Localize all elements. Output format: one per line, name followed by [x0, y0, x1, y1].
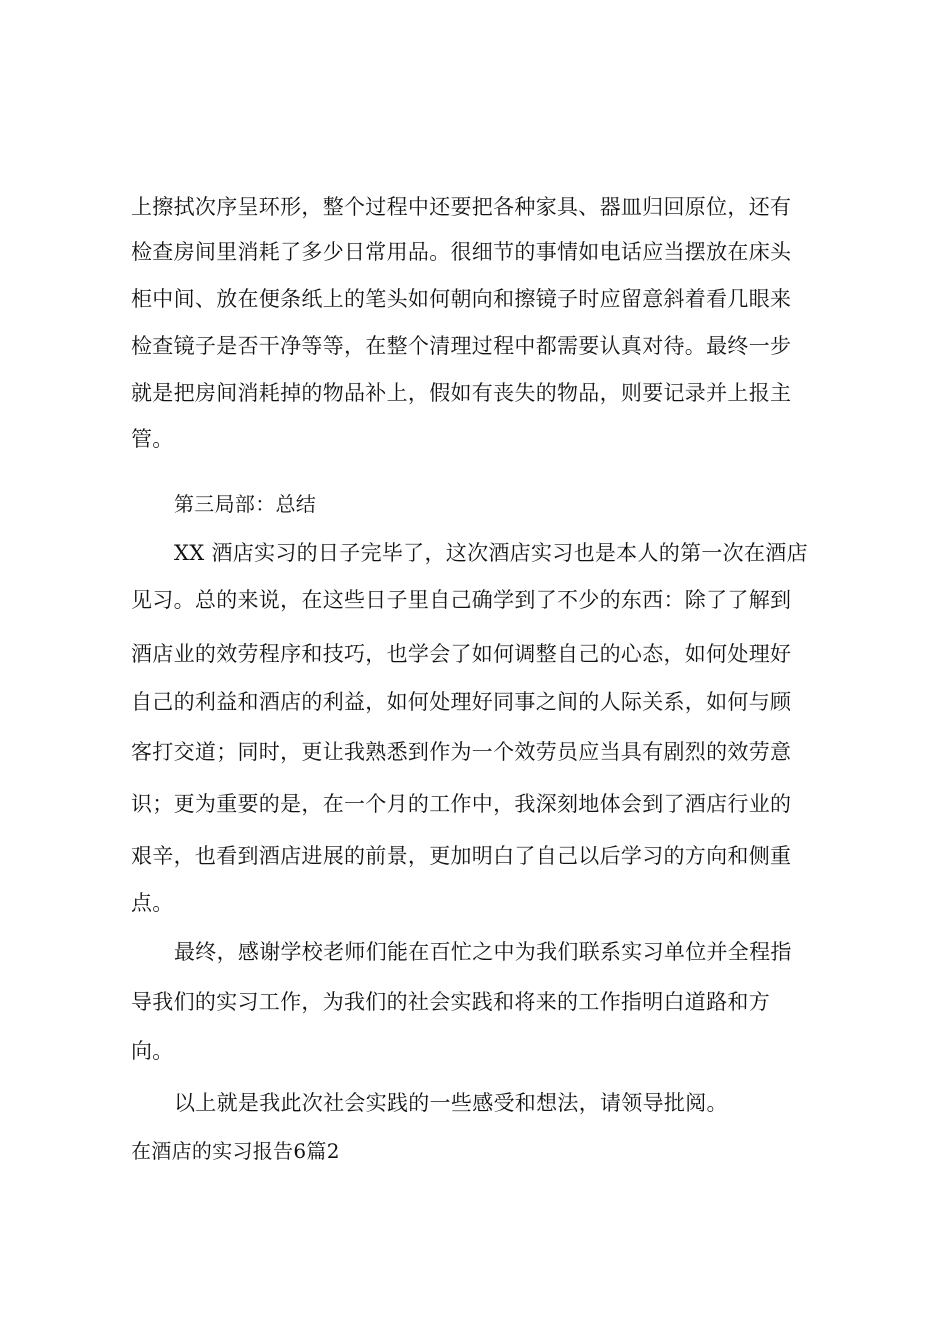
paragraph-line: 自己的利益和酒店的利益，如何处理好同事之间的人际关系，如何与顾 [131, 690, 792, 714]
document-title: 在酒店的实习报告6篇2 [131, 1139, 340, 1163]
paragraph-line: XX 酒店实习的日子完毕了，这次酒店实习也是本人的第一次在酒店 [174, 541, 808, 565]
paragraph-line: 识；更为重要的是，在一个月的工作中，我深刻地体会到了酒店行业的 [131, 792, 792, 816]
paragraph-line: 以上就是我此次社会实践的一些感受和想法，请领导批阅。 [174, 1091, 728, 1115]
paragraph-line: 柜中间、放在便条纸上的笔头如何朝向和擦镜子时应留意斜着看几眼来 [131, 287, 792, 311]
paragraph-line: 向。 [131, 1039, 174, 1063]
paragraph-line: 客打交道；同时，更让我熟悉到作为一个效劳员应当具有剧烈的效劳意 [131, 740, 792, 764]
paragraph-line: 艰辛，也看到酒店进展的前景，更加明白了自己以后学习的方向和侧重 [131, 844, 792, 868]
paragraph-line: 管。 [131, 427, 174, 451]
paragraph-line: 导我们的实习工作，为我们的社会实践和将来的工作指明白道路和方 [131, 990, 770, 1014]
paragraph-line: 酒店业的效劳程序和技巧，也学会了如何调整自己的心态，如何处理好 [131, 642, 792, 666]
paragraph-line: 上擦拭次序呈环形，整个过程中还要把各种家具、器皿归回原位，还有 [131, 195, 792, 219]
paragraph-line: 最终，感谢学校老师们能在百忙之中为我们联系实习单位并全程指 [174, 940, 792, 964]
paragraph-line: 见习。总的来说，在这些日子里自己确学到了不少的东西：除了了解到 [131, 588, 792, 612]
paragraph-line: 就是把房间消耗掉的物品补上，假如有丧失的物品，则要记录并上报主 [131, 381, 792, 405]
section-heading: 第三局部：总结 [174, 492, 317, 516]
paragraph-line: 检查房间里消耗了多少日常用品。很细节的事情如电话应当摆放在床头 [131, 240, 792, 264]
paragraph-line: 点。 [131, 891, 174, 915]
paragraph-line: 检查镜子是否干净等等，在整个清理过程中都需要认真对待。最终一步 [131, 334, 792, 358]
